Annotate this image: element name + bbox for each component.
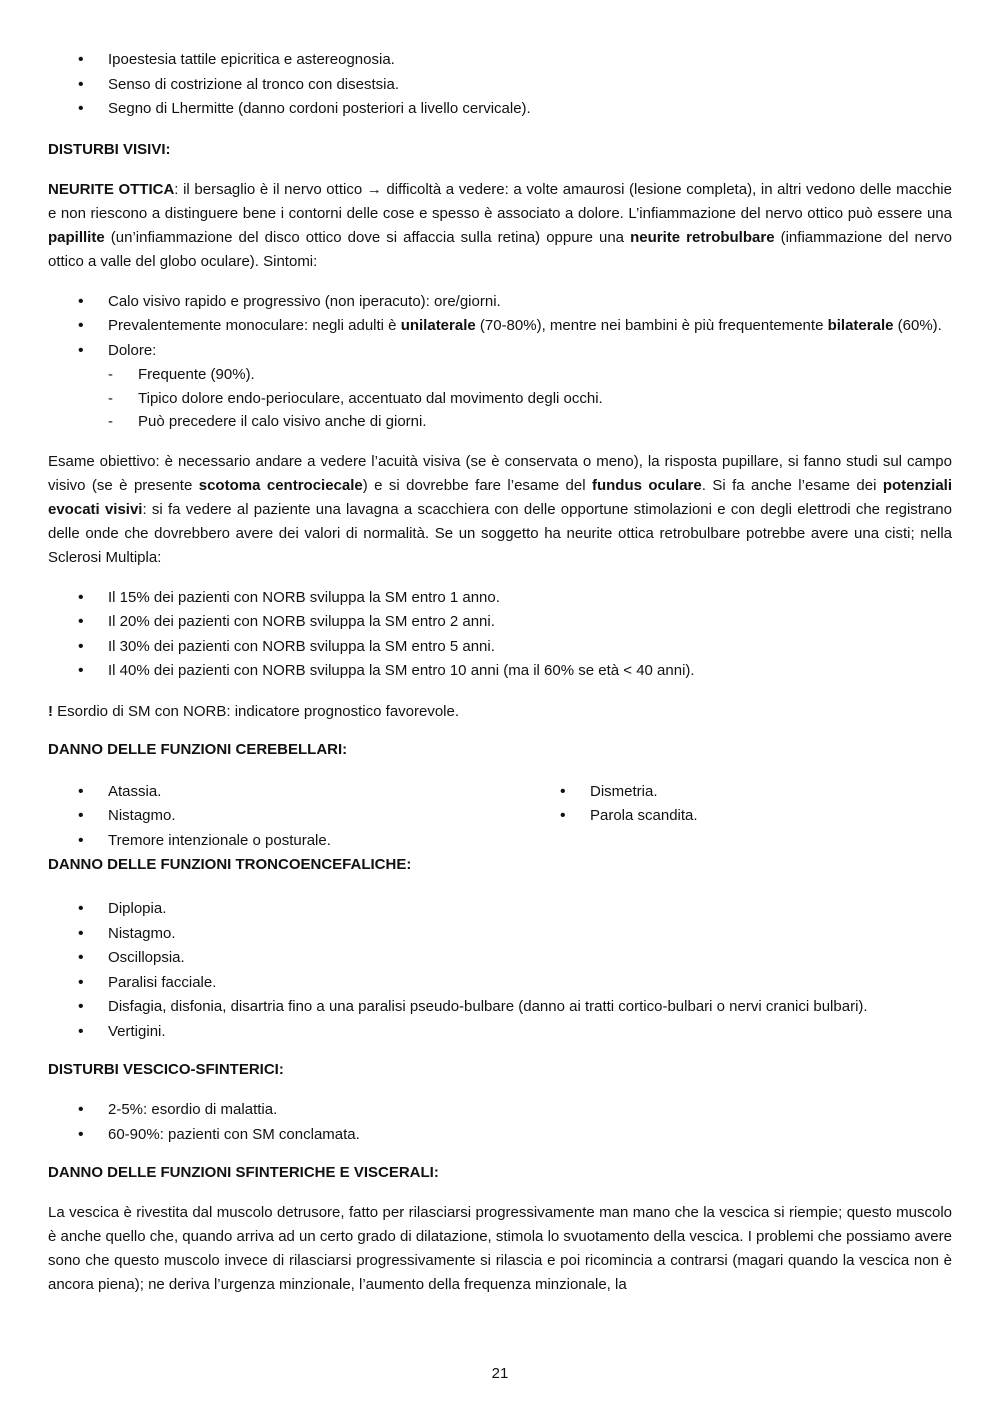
term-scotoma: scotoma centrociecale [198,476,363,494]
text-span: : si fa vedere al paziente una lavagna a scacchiera con delle opportune stimolazioni e con degli elettrodi che registrano delle onde che dovrebbero avere dei valori di normalità. Se un soggetto ha neurite ottica retrobulbare potrebbe avere una cisti; nella Sclerosi Multipla: [48,500,952,566]
sintomi-list [48,290,952,434]
list-item: • Nistagmo. [48,922,952,947]
term-unilaterale: unilaterale [400,317,476,334]
paragraph-esame-obiettivo [48,450,952,570]
paragraph-neurite-ottica [48,178,952,274]
note-prognostico [48,700,952,724]
section-heading-sfinteriche: DANNO DELLE FUNZIONI SFINTERICHE E VISCERALI: [48,1164,439,1181]
list-item: • Dismetria. [530,780,952,805]
sublist-item: - Tipico dolore endo-perioculare, accentuato dal movimento degli occhi. [48,387,952,411]
list-item: • Oscillopsia. [48,946,952,971]
text-span: (infiammazione del nervo ottico a valle del globo oculare). Sintomi: [48,228,953,270]
sublist-item: - Può precedere il calo visivo anche di giorni. [48,410,952,434]
list-item: • 2-5%: esordio di malattia. [48,1098,952,1123]
list-item: • Disfagia, disfonia, disartria fino a una paralisi pseudo-bulbare (danno ai tratti cortico-bulbari o nervi cranici bulbari). [48,995,952,1020]
list-item: • Nistagmo. [48,804,530,829]
paragraph-vescica: La vescica è rivestita dal muscolo detrusore, fatto per rilasciarsi progressivamente man mano che la vescica si riempie; questo muscolo è anche quello che, quando arriva ad un certo grado di dilatazione, stimola lo svuotamento della vescica. I problemi che possiamo avere sono che questo muscolo invece di rilasciarsi progressivamente si rilascia e poi ricomincia a contrarsi (magari quando la vescica non è ancora piena); ne deriva l’urgenza minzionale, l’aumento della frequenza minzionale, la [48,1204,952,1293]
list-item: • Tremore intenzionale o posturale. [48,829,530,854]
term-potenziali: potenziali evocati visivi [48,476,953,518]
text-span: Esame obiettivo: è necessario andare a vedere l’acuità visiva (se è conservata o meno), la risposta pupillare, si fanno studi sul campo visivo (se è presente [48,452,952,494]
list-item: • Paralisi facciale. [48,971,952,996]
list-item: • Segno di Lhermitte (danno cordoni posteriori a livello cervicale). [48,97,952,122]
vescico-list [48,1098,952,1147]
term-neurite-retrobulbare: neurite retrobulbare [630,228,775,246]
text-span: (60%). [893,317,942,334]
cerebellari-list-right [530,780,952,854]
list-item: • Il 30% dei pazienti con NORB sviluppa la SM entro 5 anni. [48,635,952,660]
list-item: • Ipoestesia tattile epicritica e astereognosia. [48,48,952,73]
cerebellari-list-left [48,780,530,854]
section-heading-vescico: DISTURBI VESCICO-SFINTERICI: [48,1061,284,1078]
term-neurite-ottica: NEURITE OTTICA [48,180,175,198]
dolore-sublist [108,363,952,434]
list-item: • Senso di costrizione al tronco con disestsia. [48,73,952,98]
term-papillite: papillite [48,228,105,246]
tronco-list [48,897,952,1044]
section-heading-visivi: DISTURBI VISIVI: [48,140,171,158]
list-item: • Calo visivo rapido e progressivo (non iperacuto): ore/giorni. [48,290,952,315]
cerebellari-columns [48,780,952,854]
list-item: • Vertigini. [48,1020,952,1045]
text-span: : il bersaglio è il nervo ottico → difficoltà a vedere: a volte amaurosi (lesione completa), in altri vedono delle macchie e non riescono a distinguere bene i contorni delle cose e spesso è associato a dolore. L’infiammazione del nervo ottico può essere una [48,180,952,222]
term-bilaterale: bilaterale [827,317,894,334]
text-span: ) e si dovrebbe fare l’esame del [362,476,592,494]
list-item: • Il 40% dei pazienti con NORB sviluppa la SM entro 10 anni (ma il 60% se età < 40 anni). [48,659,952,684]
list-item: • 60-90%: pazienti con SM conclamata. [48,1123,952,1148]
norb-list [48,586,952,684]
text-span: . Si fa anche l’esame dei [701,476,883,494]
section-heading-cerebellari: DANNO DELLE FUNZIONI CEREBELLARI: [48,740,348,758]
list-item: • Atassia. [48,780,530,805]
text-span: Dolore: [108,341,157,359]
intro-list [48,48,952,122]
note-mark: ! [48,702,53,720]
section-heading-tronco: DANNO DELLE FUNZIONI TRONCOENCEFALICHE: [48,856,412,873]
list-item [48,339,952,434]
page-content [48,48,952,1297]
list-item: • Parola scandita. [530,804,952,829]
list-item: • Diplopia. [48,897,952,922]
text-span: Esordio di SM con NORB: indicatore prognostico favorevole. [53,702,460,720]
text-span: (70-80%), mentre nei bambini è più frequentemente [475,317,828,334]
page-number: 21 [491,1365,509,1382]
text-span: (un’infiammazione del disco ottico dove si affaccia sulla retina) oppure una [104,228,631,246]
sublist-item: - Frequente (90%). [48,363,952,387]
list-item: • Il 15% dei pazienti con NORB sviluppa la SM entro 1 anno. [48,586,952,611]
text-span: Prevalentemente monoculare: negli adulti è [108,317,401,334]
term-fundus: fundus oculare [591,476,702,494]
list-item [48,314,952,339]
list-item: • Il 20% dei pazienti con NORB sviluppa la SM entro 2 anni. [48,610,952,635]
